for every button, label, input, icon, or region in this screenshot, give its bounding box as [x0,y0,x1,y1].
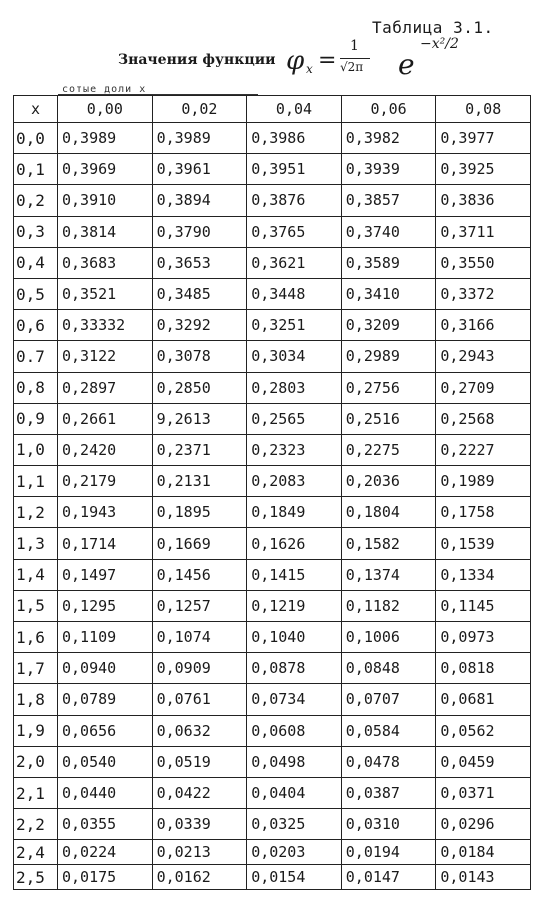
table-row [14,310,531,341]
table-cell: 0,1497 [58,559,153,590]
row-x-value: 0.7 [14,341,58,372]
table-cell: 0,1257 [152,590,247,621]
table-cell: 0,0540 [58,746,153,777]
table-cell: 0,2565 [247,403,342,434]
table-cell: 0,3790 [152,216,247,247]
table-cell: 0,2756 [341,372,436,403]
table-cell: 0,3925 [436,154,531,185]
table-cell: 0,0498 [247,746,342,777]
table-row [14,684,531,715]
table-cell: 0,3982 [341,123,436,154]
fraction-bar [340,58,370,59]
row-x-value: 1,0 [14,434,58,465]
table-cell: 0,0878 [247,653,342,684]
row-x-value: 0,6 [14,310,58,341]
row-x-value: 0,9 [14,403,58,434]
table-cell: 0,1040 [247,622,342,653]
table-cell: 0,3209 [341,310,436,341]
table-cell: 0,0940 [58,653,153,684]
table-cell: 0,2989 [341,341,436,372]
table-cell: 0,1989 [436,466,531,497]
table-cell: 0,2179 [58,466,153,497]
row-x-value: 2,1 [14,777,58,808]
table-cell: 0,0203 [247,840,342,865]
table-cell: 0,0325 [247,809,342,840]
table-cell: 0,3961 [152,154,247,185]
table-cell: 0,2323 [247,434,342,465]
table-cell: 0,0734 [247,684,342,715]
row-x-value: 1,5 [14,590,58,621]
table-cell: 0,2275 [341,434,436,465]
row-x-value: 0,3 [14,216,58,247]
table-cell: 0,0973 [436,622,531,653]
table-cell: 0,2371 [152,434,247,465]
table-cell: 0,3876 [247,185,342,216]
table-body [14,123,531,890]
table-row [14,154,531,185]
table-cell: 0,2420 [58,434,153,465]
table-cell: 0,2036 [341,466,436,497]
row-x-value: 0,0 [14,123,58,154]
table-cell: 0,0404 [247,777,342,808]
table-cell: 0,0310 [341,809,436,840]
table-cell: 0,0355 [58,809,153,840]
table-title [118,38,518,88]
table-cell: 0,1415 [247,559,342,590]
row-x-value: 1,8 [14,684,58,715]
row-x-value: 2,2 [14,809,58,840]
table-cell: 0,1374 [341,559,436,590]
table-cell: 0,0143 [436,865,531,890]
table-cell: 9,2613 [152,403,247,434]
table-row [14,559,531,590]
table-cell: 0,3977 [436,123,531,154]
table-cell: 0,3683 [58,247,153,278]
table-cell: 0,0608 [247,715,342,746]
column-header-value: 0,08 [436,96,531,123]
table-cell: 0,0909 [152,653,247,684]
table-cell: 0,0387 [341,777,436,808]
table-row [14,746,531,777]
table-cell: 0,0681 [436,684,531,715]
table-cell: 0,3122 [58,341,153,372]
row-x-value: 0,4 [14,247,58,278]
table-cell: 0,2131 [152,466,247,497]
table-row [14,372,531,403]
table-cell: 0,2803 [247,372,342,403]
table-cell: 0,3078 [152,341,247,372]
table-cell: 0,0224 [58,840,153,865]
table-cell: 0,3550 [436,247,531,278]
row-x-value: 1,7 [14,653,58,684]
table-cell: 0,2227 [436,434,531,465]
table-row [14,653,531,684]
table-row [14,247,531,278]
column-header-value: 0,04 [247,96,342,123]
table-cell: 0,1714 [58,528,153,559]
table-cell: 0,1943 [58,497,153,528]
column-group-label: сотые доли x [62,84,147,95]
table-cell: 0,3711 [436,216,531,247]
row-x-value: 1,6 [14,622,58,653]
table-cell: 0,2568 [436,403,531,434]
row-x-value: 1,4 [14,559,58,590]
table-cell: 0,3986 [247,123,342,154]
table-cell: 0,3910 [58,185,153,216]
table-cell: 0,0584 [341,715,436,746]
column-header-value: 0,00 [58,96,153,123]
table-header-row [14,96,531,123]
table-cell: 0,2709 [436,372,531,403]
table-cell: 0,0707 [341,684,436,715]
table-cell: 0,0213 [152,840,247,865]
table-row [14,341,531,372]
row-x-value: 0,2 [14,185,58,216]
table-row [14,497,531,528]
formula-equals: = [318,48,337,73]
table-cell: 0,0175 [58,865,153,890]
table-cell: 0,3166 [436,310,531,341]
table-cell: 0,0562 [436,715,531,746]
table-cell: 0,3589 [341,247,436,278]
table-cell: 0,0478 [341,746,436,777]
table-cell: 0,1295 [58,590,153,621]
table-cell: 0,3521 [58,278,153,309]
table-row [14,185,531,216]
table-cell: 0,0789 [58,684,153,715]
table-cell: 0,3765 [247,216,342,247]
table-cell: 0,1895 [152,497,247,528]
table-row [14,622,531,653]
row-x-value: 0,1 [14,154,58,185]
table-cell: 0,2897 [58,372,153,403]
row-x-value: 2,0 [14,746,58,777]
table-row [14,865,531,890]
table-cell: 0,0184 [436,840,531,865]
table-cell: 0,3485 [152,278,247,309]
table-cell: 0,33332 [58,310,153,341]
row-x-value: 0,8 [14,372,58,403]
table-row [14,278,531,309]
table-cell: 0,3653 [152,247,247,278]
table-cell: 0,2516 [341,403,436,434]
table-cell: 0,0339 [152,809,247,840]
formula-exponent: −x²/2 [420,36,459,52]
table-cell: 0,3292 [152,310,247,341]
table-cell: 0,1539 [436,528,531,559]
title-text: Значения функции [118,52,276,68]
formula-base: e [398,48,415,81]
table-cell: 0,2850 [152,372,247,403]
table-cell: 0,2943 [436,341,531,372]
table-cell: 0,3372 [436,278,531,309]
table-cell: 0,3857 [341,185,436,216]
table-cell: 0,1182 [341,590,436,621]
table-row [14,528,531,559]
table-cell: 0,0422 [152,777,247,808]
row-x-value: 2,4 [14,840,58,865]
table-row [14,123,531,154]
table-cell: 0,0656 [58,715,153,746]
row-x-value: 1,2 [14,497,58,528]
formula-subscript: x [306,62,313,76]
table-cell: 0,0296 [436,809,531,840]
table-cell: 0,3894 [152,185,247,216]
table-cell: 0,3951 [247,154,342,185]
row-x-value: 1,3 [14,528,58,559]
table-cell: 0,0519 [152,746,247,777]
table-row [14,216,531,247]
table-cell: 0,3814 [58,216,153,247]
row-x-value: 0,5 [14,278,58,309]
table-cell: 0,1074 [152,622,247,653]
row-x-value: 2,5 [14,865,58,890]
table-cell: 0,1849 [247,497,342,528]
column-header-value: 0,06 [341,96,436,123]
formula-phi: φ [286,46,305,76]
table-cell: 0,2083 [247,466,342,497]
formula-numerator: 1 [350,38,359,54]
function-values-table [13,95,531,890]
table-row [14,715,531,746]
table-cell: 0,3251 [247,310,342,341]
table-cell: 0,1582 [341,528,436,559]
table-row [14,403,531,434]
table-cell: 0,3989 [58,123,153,154]
table-cell: 0,3740 [341,216,436,247]
table-cell: 0,1219 [247,590,342,621]
table-cell: 0,2661 [58,403,153,434]
table-cell: 0,0632 [152,715,247,746]
table-row [14,777,531,808]
table-cell: 0,1758 [436,497,531,528]
table-cell: 0,3939 [341,154,436,185]
table-cell: 0,0194 [341,840,436,865]
table-cell: 0,0162 [152,865,247,890]
column-header-value: 0,02 [152,96,247,123]
row-x-value: 1,1 [14,466,58,497]
table-cell: 0,1334 [436,559,531,590]
table-cell: 0,3969 [58,154,153,185]
table-row [14,590,531,621]
table-cell: 0,3034 [247,341,342,372]
table-cell: 0,3410 [341,278,436,309]
table-cell: 0,0761 [152,684,247,715]
table-cell: 0,1804 [341,497,436,528]
table-cell: 0,1456 [152,559,247,590]
table-cell: 0,0459 [436,746,531,777]
table-cell: 0,1626 [247,528,342,559]
table-row [14,466,531,497]
table-cell: 0,0371 [436,777,531,808]
table-cell: 0,0818 [436,653,531,684]
table-number-label: Таблица 3.1. [372,18,494,37]
table-cell: 0,0848 [341,653,436,684]
table-cell: 0,3621 [247,247,342,278]
column-header-x: x [14,96,58,123]
table-cell: 0,3989 [152,123,247,154]
table-row [14,434,531,465]
table-row [14,840,531,865]
table-row [14,809,531,840]
table-cell: 0,1145 [436,590,531,621]
table-cell: 0,1006 [341,622,436,653]
table-cell: 0,0147 [341,865,436,890]
table-cell: 0,1109 [58,622,153,653]
table-cell: 0,0154 [247,865,342,890]
table-cell: 0,1669 [152,528,247,559]
row-x-value: 1,9 [14,715,58,746]
table-cell: 0,3836 [436,185,531,216]
table-cell: 0,3448 [247,278,342,309]
table-cell: 0,0440 [58,777,153,808]
formula-denominator: √2π [340,60,364,74]
